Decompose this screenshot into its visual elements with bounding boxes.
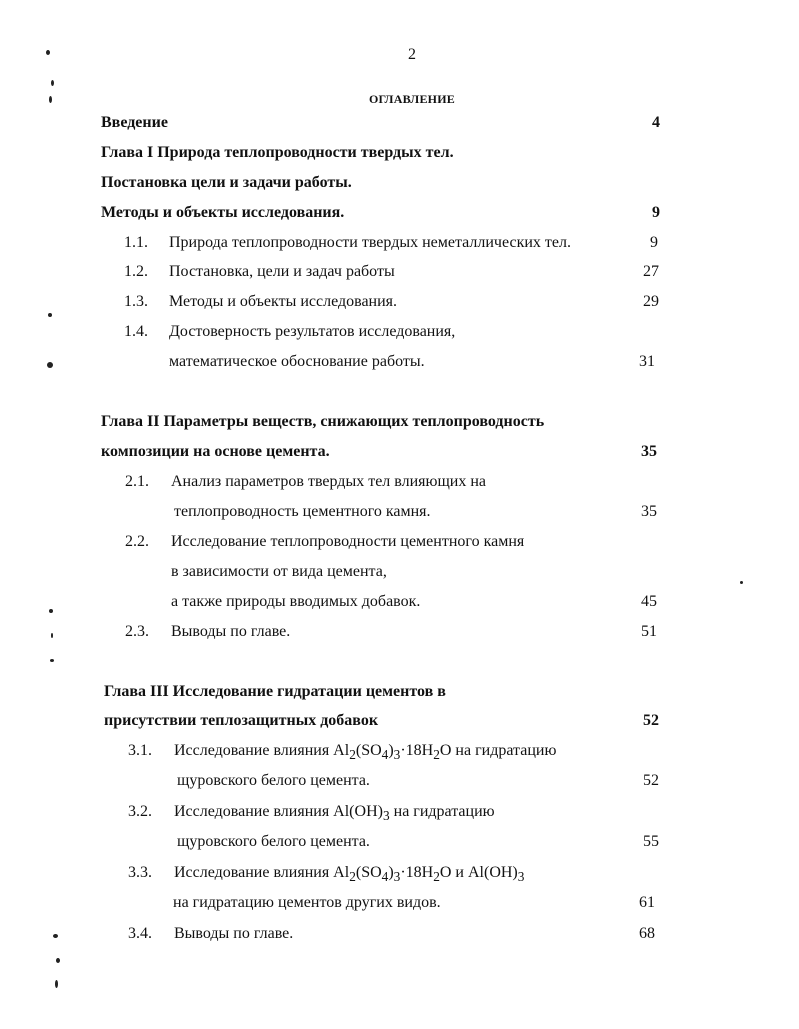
formula-text: ) — [388, 742, 394, 759]
formula-text: ·18H — [400, 742, 434, 759]
toc-item-text: Выводы по главе. — [174, 925, 294, 942]
toc-item-page: 61 — [639, 894, 655, 911]
scan-speck — [53, 934, 58, 938]
formula-text: ·18H — [400, 864, 434, 881]
toc-item-page: 9 — [650, 234, 658, 251]
toc-item-text-continued: щуровского белого цемента. — [177, 772, 370, 789]
subscript: 3 — [393, 747, 401, 763]
subscript: 2 — [433, 869, 440, 885]
toc-item-page: 27 — [643, 263, 659, 280]
toc-item-page: 68 — [639, 925, 655, 942]
toc-item-text: Природа теплопроводности твердых неметаллических тел. — [169, 234, 571, 251]
toc-item-page: 35 — [641, 503, 657, 520]
toc-item-text: Достоверность результатов исследования, — [169, 323, 456, 340]
toc-item-number: 1.2. — [124, 263, 148, 280]
chapter2-title-line2: композиции на основе цемента. — [101, 443, 330, 460]
formula-text: ) — [388, 864, 394, 881]
toc-item-number: 2.1. — [125, 473, 149, 490]
toc-item-text — [174, 803, 495, 824]
scan-speck — [48, 313, 52, 317]
formula-text: Исследование влияния Al — [174, 742, 350, 759]
toc-item-text-continued: в зависимости от вида цемента, — [171, 563, 387, 580]
toc-item-text-continued: а также природы вводимых добавок. — [171, 593, 421, 610]
toc-item-page: 29 — [643, 293, 659, 310]
scan-speck — [51, 80, 54, 86]
toc-item-text: Анализ параметров твердых тел влияющих на — [171, 473, 487, 490]
scan-speck — [50, 659, 54, 662]
toc-item-page: 55 — [643, 833, 659, 850]
formula-text: (SO — [355, 742, 382, 759]
formula-text: Исследование влияния Al — [174, 864, 350, 881]
toc-item-page: 31 — [639, 353, 655, 370]
formula-text: O на гидратацию — [439, 742, 557, 759]
subscript: 3 — [517, 869, 525, 885]
subscript: 4 — [381, 869, 389, 885]
page-title: ОГЛАВЛЕНИЕ — [369, 92, 455, 106]
subscript: 2 — [433, 747, 440, 763]
scan-speck — [740, 581, 743, 584]
formula-text: (SO — [355, 864, 382, 881]
chapter2-page: 35 — [641, 443, 657, 460]
subscript: 2 — [349, 747, 356, 763]
page-number: 2 — [408, 46, 416, 63]
toc-item-number: 3.1. — [128, 742, 152, 759]
scan-speck — [49, 96, 52, 103]
toc-item-number: 3.2. — [128, 803, 152, 820]
toc-item-text: Выводы по главе. — [171, 623, 291, 640]
chapter1-title-line2: Постановка цели и задачи работы. — [101, 174, 352, 191]
subscript: 2 — [349, 869, 356, 885]
toc-item-number: 3.3. — [128, 864, 152, 881]
chapter3-page: 52 — [643, 712, 659, 729]
scan-speck — [47, 362, 53, 368]
toc-item-text-continued: щуровского белого цемента. — [177, 833, 370, 850]
chapter1-title-line1: Глава I Природа теплопроводности твердых тел. — [101, 144, 454, 161]
toc-item-number: 1.3. — [124, 293, 148, 310]
toc-item-text: Методы и объекты исследования. — [169, 293, 398, 310]
chapter2-title-line1: Глава II Параметры веществ, снижающих теплопроводность — [101, 413, 545, 430]
toc-item-text-continued: математическое обоснование работы. — [169, 353, 425, 370]
toc-item-text: Исследование теплопроводности цементного камня — [171, 533, 525, 550]
toc-item-page: 45 — [641, 593, 657, 610]
toc-item-text-continued: теплопроводность цементного камня. — [174, 503, 431, 520]
scan-speck — [56, 958, 60, 963]
toc-item-page: 51 — [641, 623, 657, 640]
toc-item-number: 1.4. — [124, 323, 148, 340]
toc-item-text — [174, 742, 556, 763]
scan-speck — [49, 609, 53, 613]
chapter3-title-line1: Глава III Исследование гидратации цементов в — [104, 683, 446, 700]
scan-speck — [55, 980, 58, 988]
chapter3-title-line2: присутствии теплозащитных добавок — [104, 712, 379, 729]
toc-item-number: 1.1. — [124, 234, 148, 251]
toc-item-number: 2.3. — [125, 623, 149, 640]
scan-speck — [51, 633, 53, 638]
formula-text: на гидратацию — [389, 803, 495, 820]
subscript: 3 — [382, 808, 390, 824]
subscript: 3 — [393, 869, 401, 885]
scan-speck — [46, 50, 50, 55]
toc-item-text-continued: на гидратацию цементов других видов. — [173, 894, 441, 911]
toc-item-number: 3.4. — [128, 925, 152, 942]
formula-text: Исследование влияния Al(OH) — [174, 803, 383, 820]
subscript: 4 — [381, 747, 389, 763]
toc-item-text — [174, 864, 524, 885]
chapter1-title-line3: Методы и объекты исследования. — [101, 204, 345, 221]
toc-item-text: Постановка, цели и задач работы — [169, 263, 395, 280]
toc-item-page: 52 — [643, 772, 659, 789]
chapter1-page: 9 — [652, 204, 660, 221]
toc-intro-title: Введение — [101, 114, 168, 131]
formula-text: O и Al(OH) — [439, 864, 518, 881]
toc-item-number: 2.2. — [125, 533, 149, 550]
toc-intro-page: 4 — [652, 114, 660, 131]
